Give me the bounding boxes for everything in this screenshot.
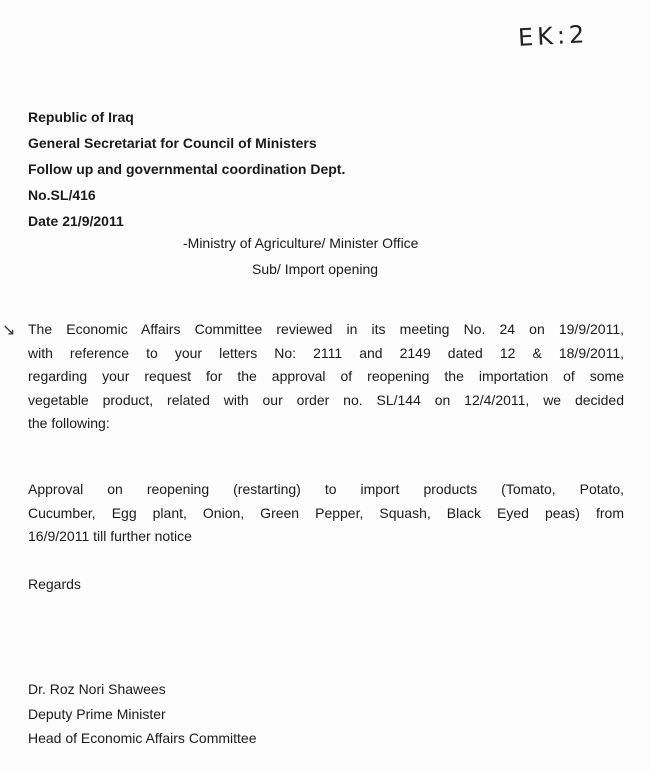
handwritten-annotation: EK:2 <box>517 20 589 52</box>
paragraph-line: regarding your request for the approval of reopening the importation of some <box>28 368 624 384</box>
header-country: Republic of Iraq <box>28 109 134 125</box>
header-date: Date 21/9/2011 <box>28 213 124 229</box>
paragraph-line: the following: <box>28 415 110 431</box>
body-paragraph-1 <box>28 318 624 436</box>
letter-header <box>28 104 345 234</box>
signatory-title: Deputy Prime Minister <box>28 705 166 722</box>
header-organization: General Secretariat for Council of Ministers <box>28 135 317 151</box>
recipient-block <box>0 230 650 282</box>
margin-mark-icon: ↘ <box>2 322 16 339</box>
closing-regards: Regards <box>28 576 81 592</box>
paragraph-line: Cucumber, Egg plant, Onion, Green Pepper, Squash, Black Eyed peas) from <box>28 504 624 521</box>
subject-line: Sub/ Import opening <box>252 261 379 277</box>
body-paragraph-2 <box>28 478 624 549</box>
signatory-role: Head of Economic Affairs Committee <box>28 730 257 746</box>
paragraph-line: 16/9/2011 till further notice <box>28 528 192 544</box>
paragraph-line: Approval on reopening (restarting) to import products (Tomato, Potato, <box>28 481 624 497</box>
header-reference-number: No.SL/416 <box>28 187 96 203</box>
header-department: Follow up and governmental coordination Dept. <box>28 161 346 177</box>
recipient-addressee: -Ministry of Agriculture/ Minister Office <box>183 235 419 251</box>
paragraph-line: The Economic Affairs Committee reviewed in its meeting No. 24 on 19/9/2011, <box>28 321 624 337</box>
signatory-name: Dr. Roz Nori Shawees <box>28 681 166 697</box>
paragraph-line: vegetable product, related with our order no. SL/144 on 12/4/2011, we decided <box>28 391 624 408</box>
paragraph-line: with reference to your letters No: 2111 and 2149 dated 12 & 18/9/2011, <box>28 344 624 361</box>
signature-block <box>28 677 257 751</box>
